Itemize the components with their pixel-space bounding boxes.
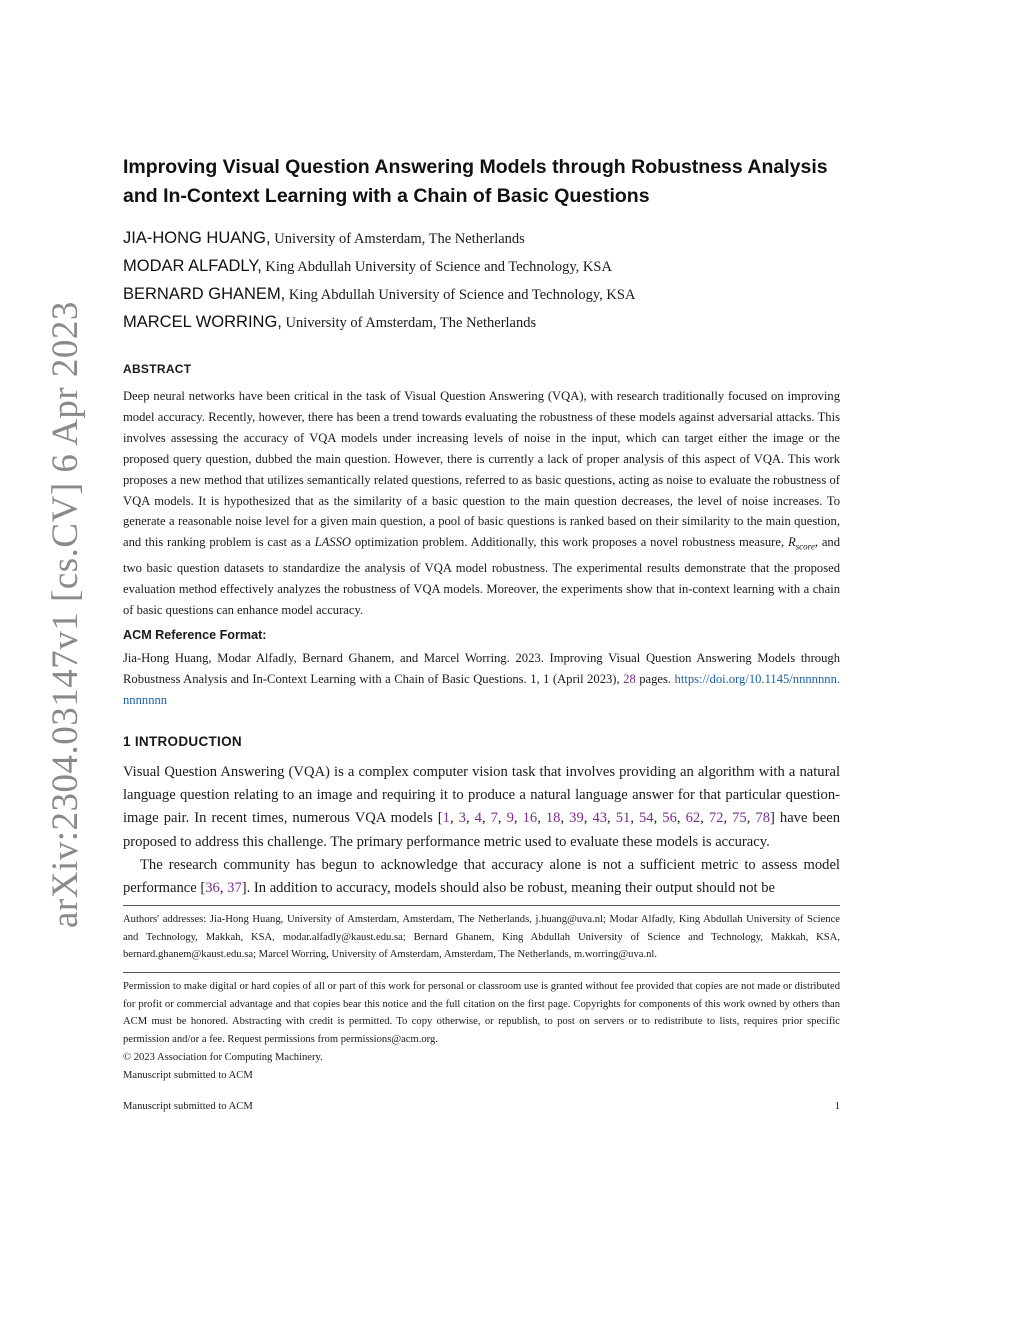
author-entry	[123, 309, 840, 337]
authors-addresses: Authors' addresses: Jia-Hong Huang, University of Amsterdam, Amsterdam, The Netherlands, j.huang@uva.nl; Modar Alfadly, King Abdullah University of Science and Technology, Makkah, KSA, modar.alfadly@kaust.edu.sa; Bernard Ghanem, King Abdullah University of Science and Technology, Makkah, KSA, bernard.ghanem@kaust.edu.sa; Marcel Worring, University of Amsterdam, Amsterdam, The Netherlands, m.worring@uva.nl.	[123, 914, 840, 960]
citation-link[interactable]: 3	[458, 810, 466, 827]
citation-link[interactable]: 1	[442, 810, 450, 827]
abstract-text: optimization problem. Additionally, this work proposes a novel robustness measure,	[354, 535, 785, 550]
citation-link[interactable]: 51	[615, 810, 631, 827]
citation-link[interactable]: 62	[685, 810, 701, 827]
citation-link[interactable]: 18	[545, 810, 561, 827]
author-affiliation: King Abdullah University of Science and Technology, KSA	[288, 287, 636, 303]
reference-format-heading: ACM Reference Format:	[123, 628, 267, 642]
citation-link[interactable]: 56	[662, 810, 677, 827]
introduction-body	[123, 761, 840, 900]
paragraph: Visual Question Answering (VQA) is a complex computer vision task that involves providing an algorithm with a natural language question relating to an image and requiring it to produce a natural language answer for that particular question-image pair. In recent times, numerous VQA models [1, 3, 4, 7, 9, 16, 18, 39, 43, 51, 54, 56, 62, 72, 75, 78] have been proposed to address this challenge. The primary performance metric used to evaluate these models is accuracy.	[123, 764, 841, 850]
lasso-term: LASSO	[314, 535, 351, 550]
permission-notice	[123, 978, 840, 1084]
abstract-heading: ABSTRACT	[123, 362, 192, 376]
page-footer	[123, 1101, 840, 1112]
citation-link[interactable]: 75	[732, 810, 747, 827]
citation-link[interactable]: 7	[490, 810, 498, 827]
citation-list: 36, 37	[205, 880, 242, 897]
author-entry	[123, 225, 840, 253]
abstract-body	[123, 386, 840, 620]
citation-link[interactable]: 78	[755, 810, 770, 827]
reference-format-text: Jia-Hong Huang, Modar Alfadly, Bernard Ghanem, and Marcel Worring. 2023. Improving Visual Question Answering Models through Robustness Analysis and In-Context Learning with a Chain of Basic Questions. 1, 1 (April 2023), 28 pages. https://doi.org/10.1145/nnnnnnn.nnnnnnn	[123, 651, 841, 707]
citation-link[interactable]: 39	[569, 810, 584, 827]
manuscript-note: Manuscript submitted to ACM	[123, 1069, 253, 1081]
robustness-measure: $R_{score}$	[787, 535, 815, 552]
page-count-link[interactable]: 28	[623, 671, 636, 686]
citation-list: 1, 3, 4, 7, 9, 16, 18, 39, 43, 51, 54, 56, 62, 72, 75, 78	[442, 810, 770, 827]
citation-link[interactable]: 43	[592, 810, 608, 827]
permission-text: Permission to make digital or hard copies of all or part of this work for personal or classroom use is granted without fee provided that copies are not made or distributed for profit or commercial advantage and that copies bear this notice and the full citation on the first page. Copyrights for components of this work owned by others than ACM must be honored. Abstracting with credit is permitted. To copy otherwise, or republish, to post on servers or to redistribute to lists, requires prior specific permission and/or a fee. Request permissions from permissions@acm.org.	[123, 981, 840, 1045]
author-list	[123, 225, 840, 337]
citation-link[interactable]: 9	[506, 810, 514, 827]
page-number: 1	[834, 1101, 840, 1112]
paper-title: Improving Visual Question Answering Models through Robustness Analysis and In-Context Learning with a Chain of Basic Questions	[123, 156, 828, 207]
citation-link[interactable]: 37	[227, 880, 242, 897]
citation-link[interactable]: 16	[522, 810, 538, 827]
footnote-divider	[123, 905, 840, 906]
author-entry	[123, 253, 840, 281]
doi-link[interactable]: https://doi.org/10.1145/nnnnnnn.nnnnnnn	[123, 671, 841, 707]
author-name: BERNARD GHANEM,	[123, 285, 286, 303]
author-affiliation: King Abdullah University of Science and Technology, KSA	[265, 259, 612, 275]
footer-left: Manuscript submitted to ACM	[123, 1101, 253, 1112]
author-name: JIA-HONG HUANG,	[123, 229, 271, 247]
permission-divider	[123, 972, 840, 973]
citation-link[interactable]: 4	[474, 810, 482, 827]
author-affiliation: University of Amsterdam, The Netherlands	[285, 315, 537, 331]
section-heading-introduction: 1 INTRODUCTION	[123, 734, 242, 749]
citation-link[interactable]: 72	[708, 810, 724, 827]
author-entry	[123, 281, 840, 309]
copyright-notice: © 2023 Association for Computing Machinery.	[123, 1052, 323, 1063]
abstract-text: Deep neural networks have been critical in the task of Visual Question Answering (VQA), with research traditionally focused on improving model accuracy. Recently, however, there has been a trend towards evaluating the robustness of these models against adversarial attacks. This involves assessing the accuracy of VQA models under increasing levels of noise in the input, which can target either the image or the proposed query question, dubbed the main question. However, there is currently a lack of proper analysis of this aspect of VQA. This work proposes a new method that utilizes semantically related questions, referred to as basic questions, acting as noise to evaluate the robustness of VQA models. It is hypothesized that as the similarity of a basic question to the main question decreases, the level of noise increases. To generate a reasonable noise level for a given main question, a pool of basic questions is ranked based on their similarity to the main question, and this ranking problem is cast as a	[123, 389, 840, 550]
author-name: MARCEL WORRING,	[123, 313, 282, 331]
paragraph: The research community has begun to acknowledge that accuracy alone is not a sufficient metric to assess model performance [36, 37]. In addition to accuracy, models should also be robust, meaning their output should not be	[123, 856, 840, 897]
abstract-text: , and two basic question datasets to standardize the analysis of VQA model robustness. The experimental results demonstrate that the proposed evaluation method effectively analyzes the robustness of VQA models. Moreover, the experiments show that in-context learning with a chain of basic questions can enhance model accuracy.	[123, 535, 840, 617]
citation-link[interactable]: 36	[205, 880, 220, 897]
arxiv-identifier-stamp: arXiv:2304.03147v1 [cs.CV] 6 Apr 2023	[45, 301, 86, 928]
author-affiliation: University of Amsterdam, The Netherlands	[274, 231, 525, 247]
citation-link[interactable]: 54	[639, 810, 654, 827]
author-name: MODAR ALFADLY,	[123, 257, 262, 275]
